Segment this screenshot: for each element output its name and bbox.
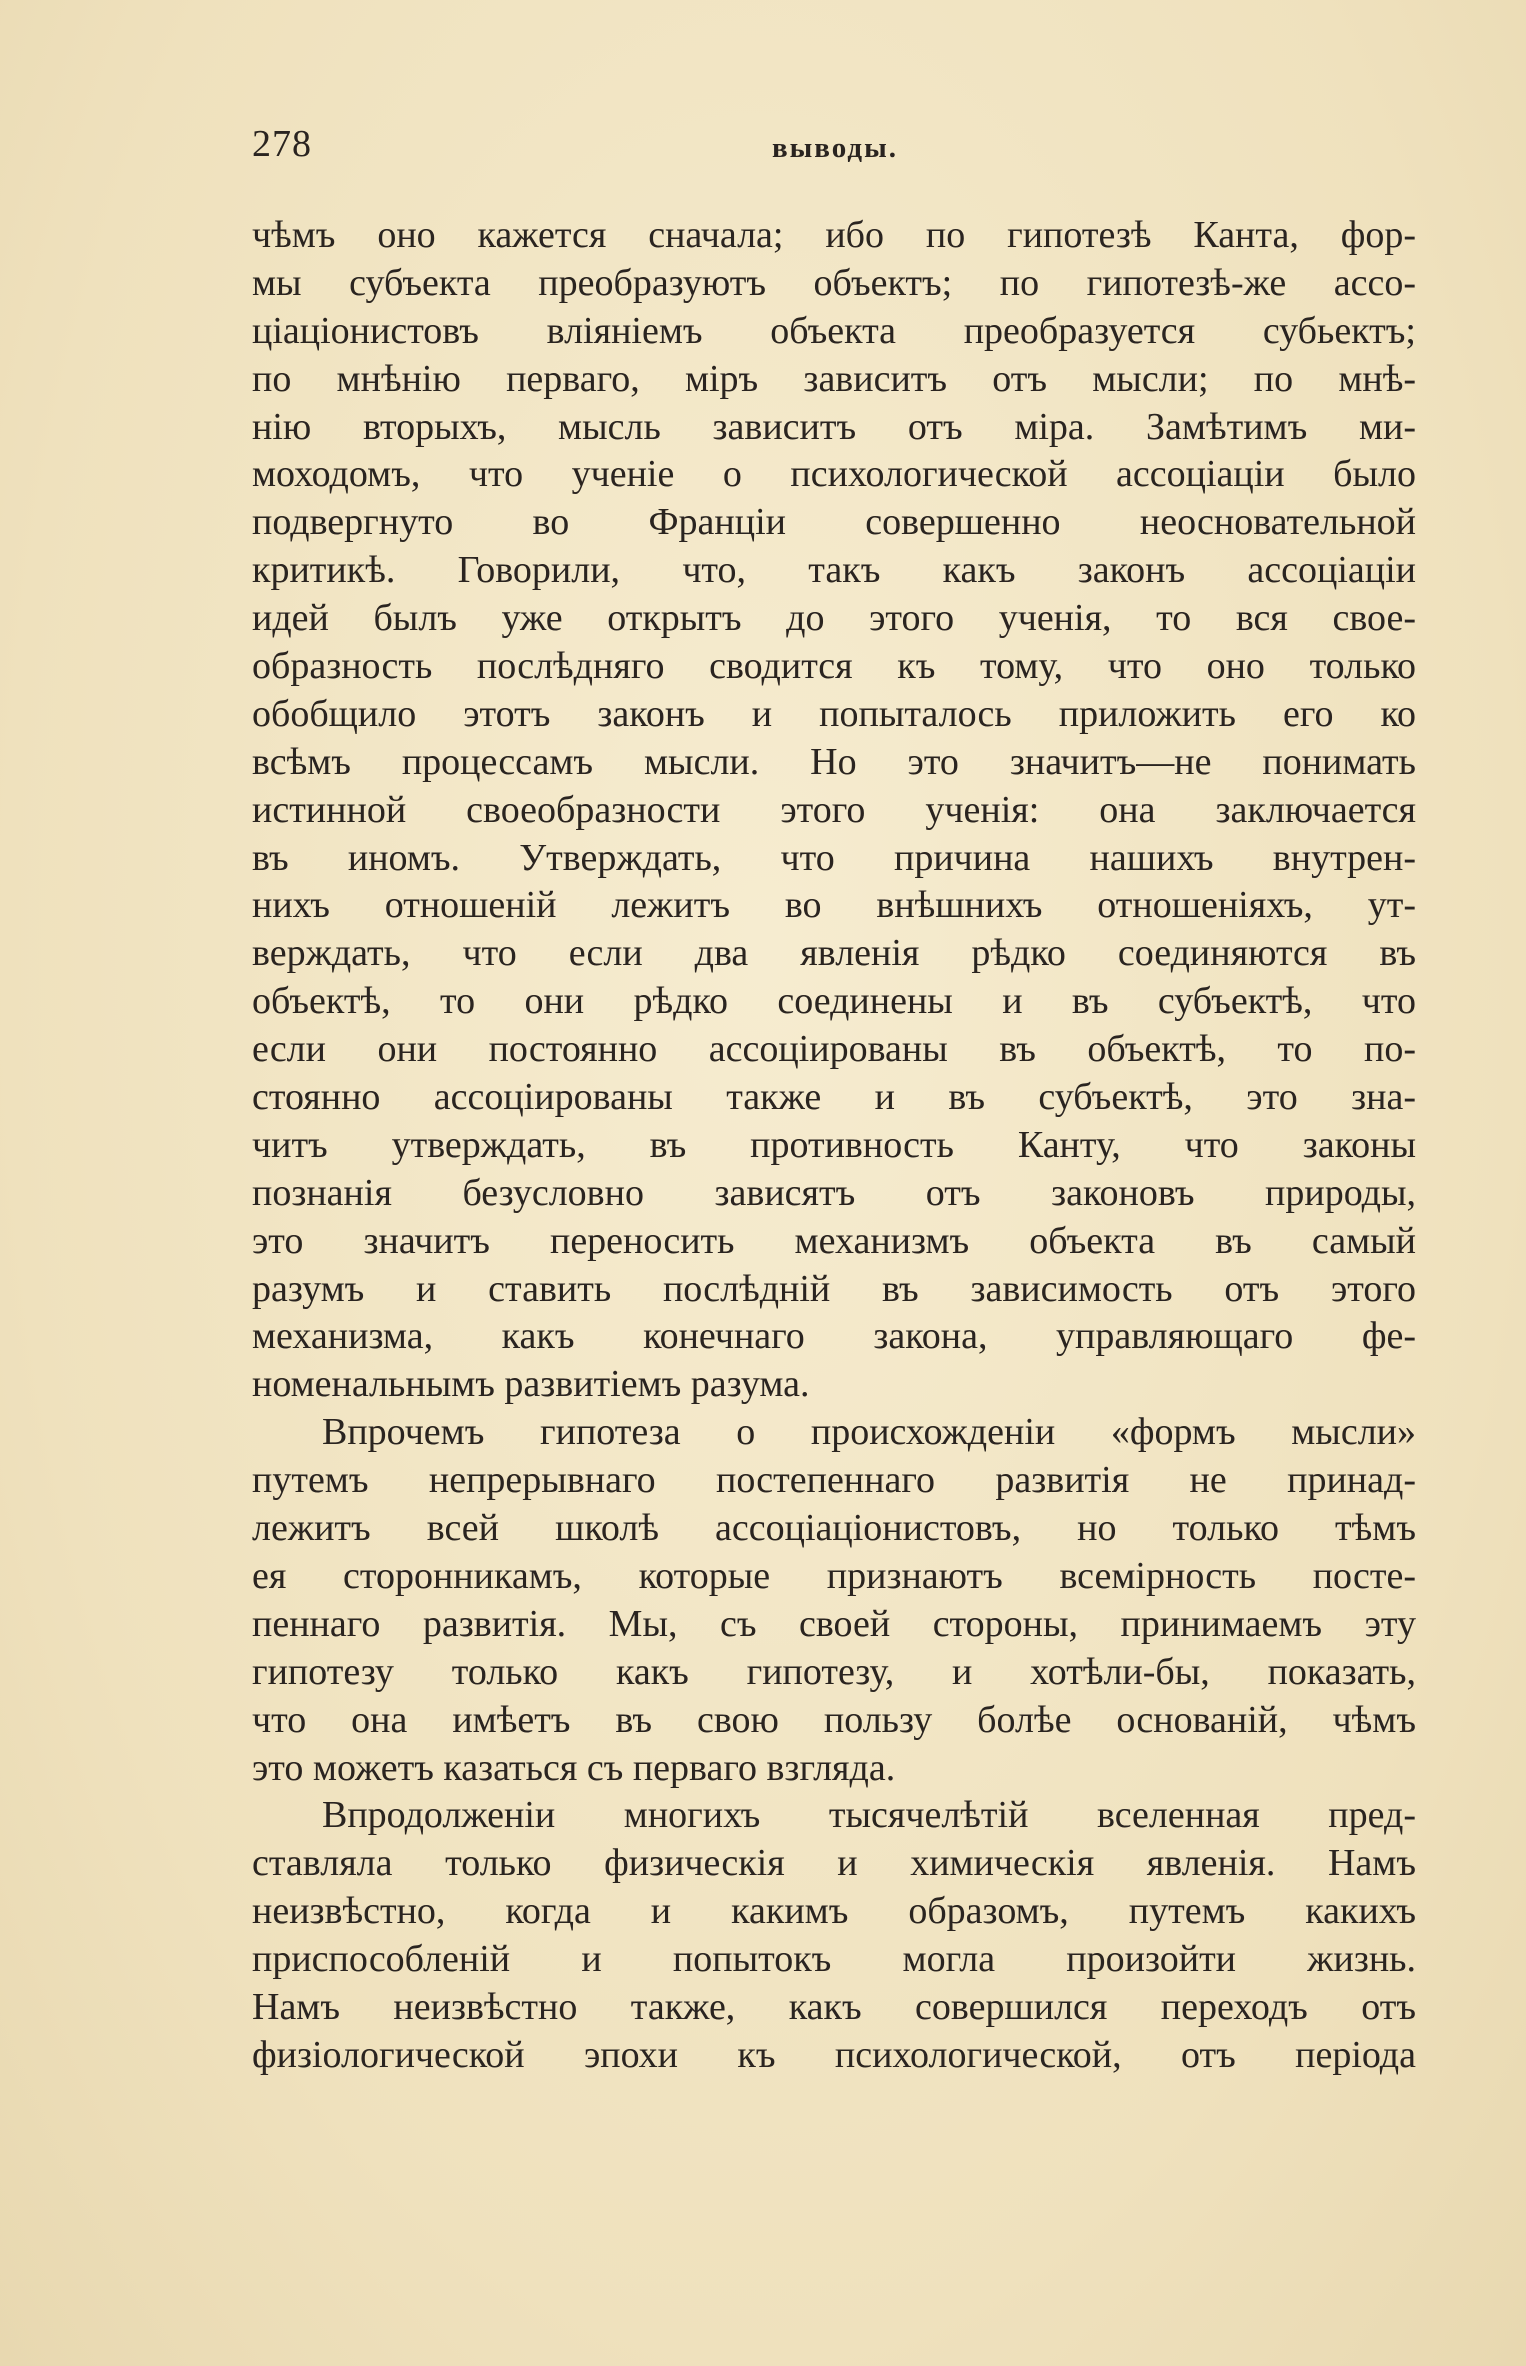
text-line: приспособленій и попытокъ могла произойти жизнь. [252,1938,1416,1981]
text-line: верждать, что если два явленія рѣдко соединяются въ [252,932,1416,975]
text-line: гипотезу только какъ гипотезу, и хотѣли-бы, показать, [252,1650,1416,1693]
text-line: Впродолженіи многихъ тысячелѣтій вселенная пред- [322,1794,1416,1837]
text-line: неизвѣстно, когда и какимъ образомъ, путемъ какихъ [252,1890,1416,1933]
text-line: лежитъ всей школѣ ассоціаціонистовъ, но только тѣмъ [252,1507,1416,1550]
text-line: подвергнуто во Франціи совершенно неосновательной [252,501,1416,544]
text-line: чѣмъ оно кажется сначала; ибо по гипотезѣ Канта, фор- [252,214,1416,256]
text-line: Намъ неизвѣстно также, какъ совершился переходъ отъ [252,1985,1416,2028]
text-line: объектѣ, то они рѣдко соединены и въ субъектѣ, что [252,980,1416,1023]
text-line: истинной своеобразности этого ученія: она заключается [252,788,1416,831]
text-line: Впрочемъ гипотеза о происхожденіи «формъ мысли» [322,1411,1416,1454]
text-line: ціаціонистовъ вліяніемъ объекта преобразуется субьектъ; [252,309,1416,352]
text-line: по мнѣнію перваго, міръ зависитъ отъ мысли; по мнѣ- [252,357,1416,400]
text-line: если они постоянно ассоціированы въ объектѣ, то по- [252,1028,1416,1071]
text-line: читъ утверждать, въ противность Канту, что законы [252,1123,1416,1166]
text-line: критикѣ. Говорили, что, такъ какъ законъ ассоціаціи [252,549,1416,592]
text-line: пеннаго развитія. Мы, съ своей стороны, принимаемъ эту [252,1602,1416,1645]
text-line: идей былъ уже открытъ до этого ученія, то вся свое- [252,597,1416,640]
text-line: разумъ и ставить послѣдній въ зависимость отъ этого [252,1267,1416,1310]
text-line: механизма, какъ конечнаго закона, управляющаго фе- [252,1315,1416,1358]
text-line: что она имѣетъ въ свою пользу болѣе основаній, чѣмъ [252,1698,1416,1741]
page-number: 278 [252,123,312,165]
text-line: нихъ отношеній лежитъ во внѣшнихъ отношеніяхъ, ут- [252,884,1416,927]
paragraph-2 [252,1409,1416,1792]
text-line: это можетъ казаться съ перваго взгляда. [252,1746,896,1789]
text-line: моходомъ, что ученіе о психологической ассоціаціи было [252,453,1416,496]
text-line: физіологической эпохи къ психологической, отъ періода [252,2033,1416,2076]
text-line: въ иномъ. Утверждать, что причина нашихъ внутрен- [252,836,1416,879]
text-line: всѣмъ процессамъ мысли. Но это значитъ—не понимать [252,740,1416,783]
text-line: нію вторыхъ, мысль зависитъ отъ міра. Замѣтимъ ми- [252,405,1416,448]
text-line: познанія безусловно зависятъ отъ законовъ природы, [252,1171,1416,1214]
text-line: номенальнымъ развитіемъ разума. [252,1363,810,1406]
text-line: это значитъ переносить механизмъ объекта въ самый [252,1219,1416,1262]
running-head [252,122,1416,172]
text-line: образность послѣдняго сводится къ тому, что оно только [252,645,1416,688]
text-line: ея сторонникамъ, которые признаютъ всемірность посте- [252,1554,1416,1597]
text-line: обобщило этотъ законъ и попыталось приложить его ко [252,692,1416,735]
running-title: выводы. [772,132,898,164]
paragraph-3 [252,1792,1416,2079]
page-body [252,212,1416,2080]
paragraph-1 [252,212,1416,1409]
text-line: ставляла только физическія и химическія явленія. Намъ [252,1842,1416,1885]
text-line: путемъ непрерывнаго постепеннаго развитія не принад- [252,1459,1416,1502]
text-line: мы субъекта преобразуютъ объектъ; по гипотезѣ-же ассо- [252,261,1416,304]
text-line: стоянно ассоціированы также и въ субъектѣ, это зна- [252,1076,1416,1119]
